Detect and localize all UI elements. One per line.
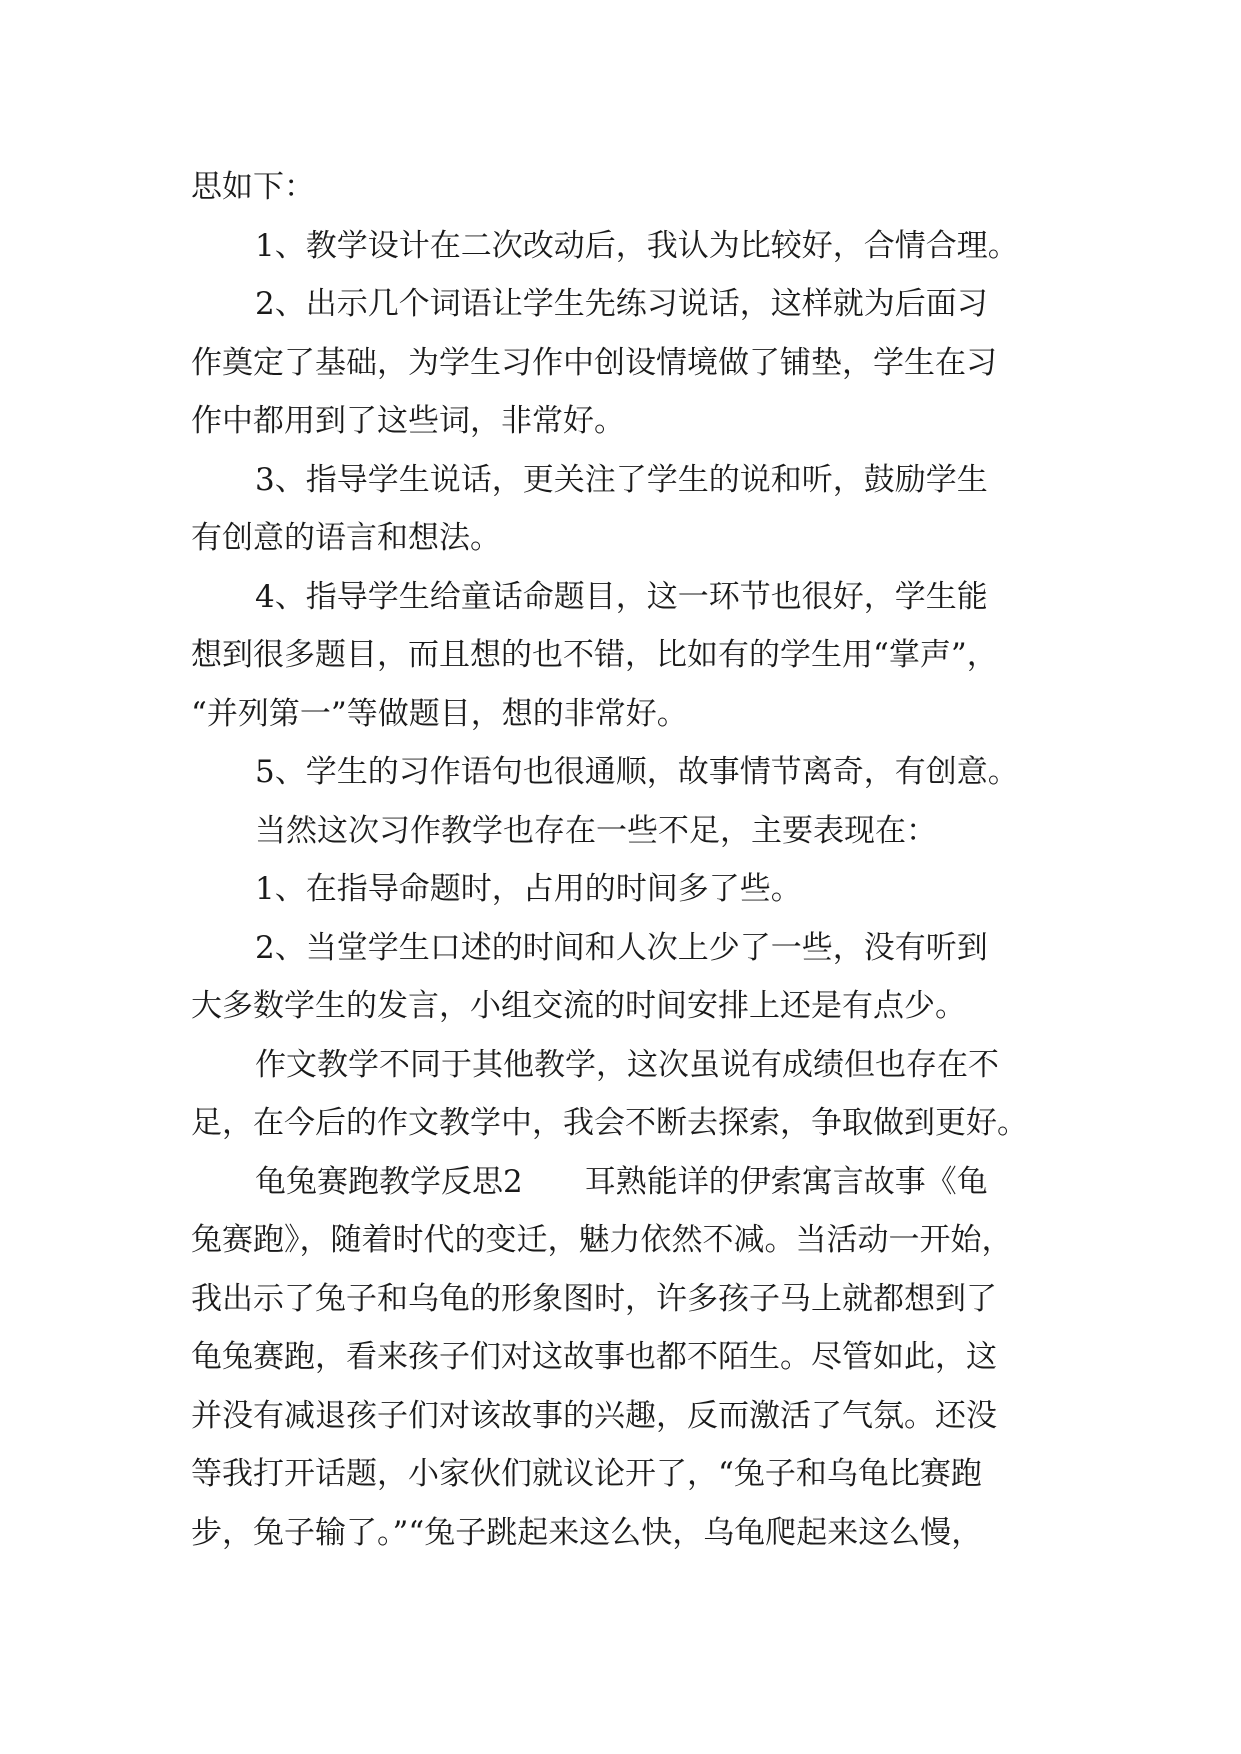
text-line: 步，兔子输了。”“兔子跳起来这么快，乌龟爬起来这么慢， [191,1514,983,1551]
text-line: 思如下： [191,169,315,205]
text-line: 作文教学不同于其他教学，这次虽说有成绩但也存在不 [255,1046,999,1083]
text-line: 作奠定了基础，为学生习作中创设情境做了铺垫，学生在习 [191,344,997,381]
text-line: 想到很多题目，而且想的也不错，比如有的学生用“掌声”， [191,637,998,673]
text-line: 1、教学设计在二次改动后，我认为比较好，合情合理。 [255,227,1019,264]
text-line: 作中都用到了这些词，非常好。 [191,403,625,439]
text-line: 有创意的语言和想法。 [191,520,501,556]
body-text [191,158,1071,1562]
text-line: 大多数学生的发言，小组交流的时间安排上还是有点少。 [191,988,966,1024]
text-line: 2、出示几个词语让学生先练习说话，这样就为后面习 [255,286,988,322]
text-line: 1、在指导命题时，占用的时间多了些。 [255,871,802,907]
text-line: 龟兔赛跑，看来孩子们对这故事也都不陌生。尽管如此，这 [191,1339,997,1375]
text-line: 兔赛跑》，随着时代的变迁，魅力依然不减。当活动一开始， [191,1222,1013,1258]
text-line: 3、指导学生说话，更关注了学生的说和听，鼓励学生 [255,461,988,498]
text-line: 4、指导学生给童话命题目，这一环节也很好，学生能 [255,578,988,615]
text-line: “并列第一”等做题目，想的非常好。 [191,695,688,732]
text-line: 等我打开话题，小家伙们就议论开了，“兔子和乌龟比赛跑 [191,1456,982,1492]
text-line: 足，在今后的作文教学中，我会不断去探索，争取做到更好。 [191,1105,1028,1141]
text-line: 龟兔赛跑教学反思2 耳熟能详的伊索寓言故事《龟 [255,1163,988,1200]
text-line: 并没有减退孩子们对该故事的兴趣，反而激活了气氛。还没 [191,1397,997,1434]
text-line: 2、当堂学生口述的时间和人次上少了一些，没有听到 [255,929,988,966]
text-line: 5、学生的习作语句也很通顺，故事情节离奇，有创意。 [255,754,1019,790]
text-line: 我出示了兔子和乌龟的形象图时，许多孩子马上就都想到了 [191,1280,997,1317]
text-line: 当然这次习作教学也存在一些不足，主要表现在： [255,812,937,849]
